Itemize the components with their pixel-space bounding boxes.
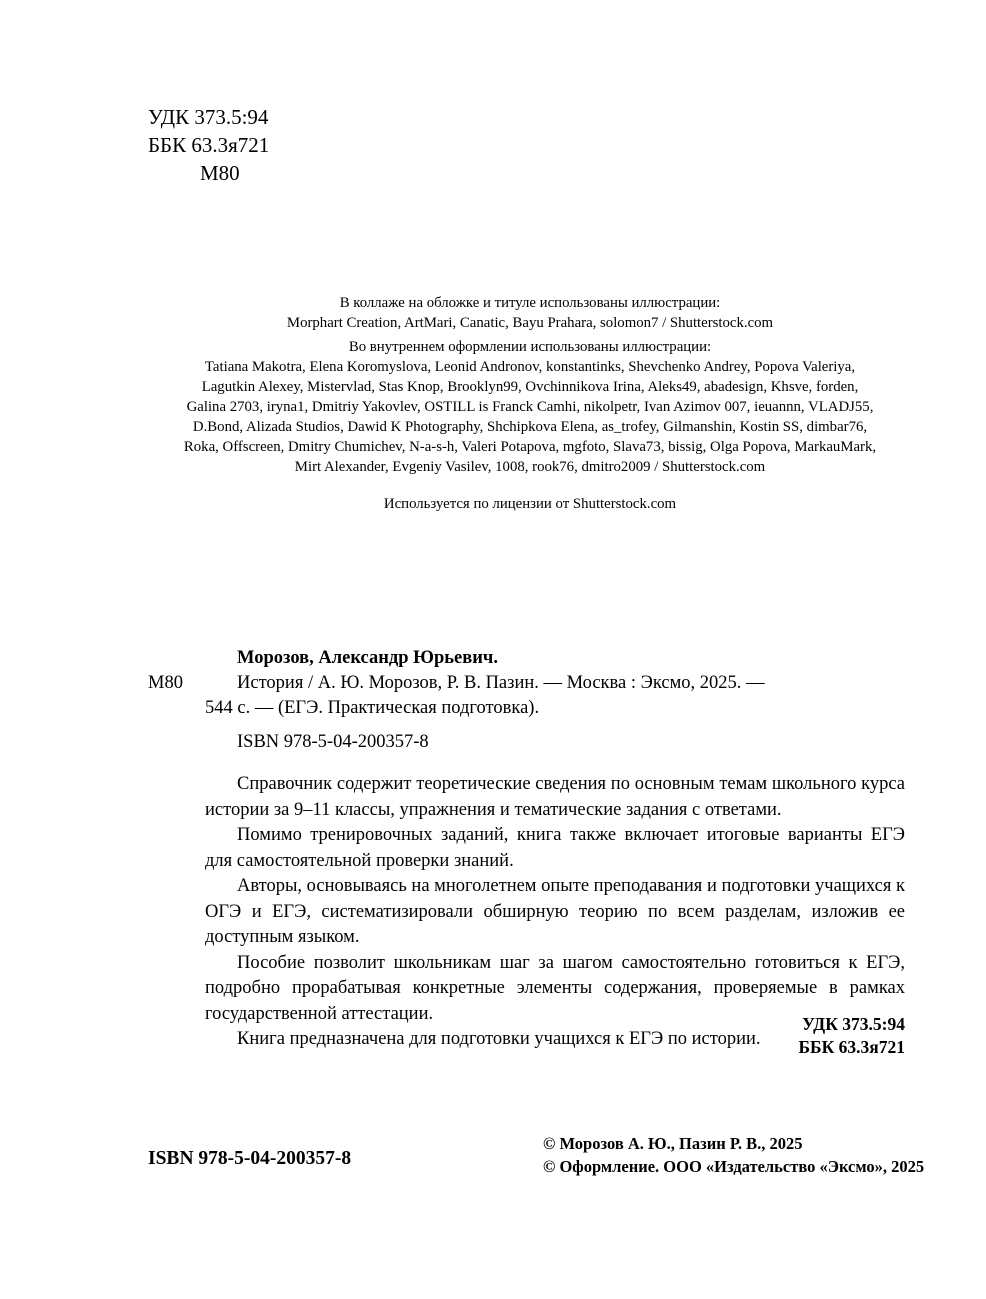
udk-code: УДК 373.5:94 <box>148 105 269 129</box>
footer-isbn: ISBN 978-5-04-200357-8 <box>148 1148 352 1169</box>
annotation-paragraph: Пособие позволит школьникам шаг за шагом самостоятельно готовиться к ЕГЭ, подробно прорабатывая конкретные элементы содержания, проверяемые в рамках государственной аттестации. <box>205 952 905 1024</box>
catalog-entry-line2: 544 с. — (ЕГЭ. Практическая подготовка). <box>205 698 540 718</box>
interior-credits-line: Mirt Alexander, Evgeniy Vasilev, 1008, rook76, dmitro2009 / Shutterstock.com <box>294 459 766 475</box>
catalog-entry <box>148 646 905 755</box>
license-line: Используется по лицензии от Shutterstock.com <box>383 496 677 512</box>
top-bibliographic-codes <box>148 103 269 187</box>
annotation-paragraph: Авторы, основываясь на многолетнем опыте преподавания и подготовки учащихся к ОГЭ и ЕГЭ, систематизировали обширную теорию по всем разделам, изложив ее доступным языком. <box>205 876 905 947</box>
catalog-m-code: М80 <box>148 673 183 693</box>
interior-credits-line: Galina 2703, iryna1, Dmitriy Yakovlev, OSTILL is Franck Camhi, nikolpetr, Ivan Azimov 007, ieuannn, VLADJ55, <box>186 399 874 415</box>
cover-credits-heading: В коллаже на обложке и титуле использованы иллюстрации: <box>339 295 721 311</box>
interior-credits-line: Lagutkin Alexey, Mistervlad, Stas Knop, Brooklyn99, Ovchinnikova Irina, Aleks49, abadesign, Khsve, forden, <box>201 379 859 395</box>
cover-credits-line: Morphart Creation, ArtMari, Canatic, Bayu Prahara, solomon7 / Shutterstock.com <box>286 315 774 331</box>
interior-credits-line: Tatiana Makotra, Elena Koromyslova, Leonid Andronov, konstantinks, Shevchenko Andrey, Popova Valeriya, <box>204 359 856 375</box>
copyright-publisher: © Оформление. ООО «Издательство «Эксмо», 2025 <box>543 1157 925 1176</box>
annotation-paragraph: Справочник содержит теоретические сведения по основным темам школьного курса истории за 9–11 классы, упражнения и тематические задания с ответами. <box>205 774 905 820</box>
bbk-code: ББК 63.3я721 <box>148 133 270 157</box>
interior-credits-block <box>110 337 950 477</box>
catalog-entry-line1: История / А. Ю. Морозов, Р. В. Пазин. — Москва : Эксмо, 2025. — <box>237 673 765 693</box>
bbk-code-bottom: ББК 63.3я721 <box>798 1037 905 1057</box>
catalog-author: Морозов, Александр Юрьевич. <box>237 648 498 668</box>
illustration-credits <box>110 293 950 514</box>
interior-credits-line: Roka, Offscreen, Dmitry Chumichev, N-a-s-h, Valeri Potapova, mgfoto, Slava73, bissig, Olga Popova, MarkauMark, <box>183 439 877 455</box>
interior-credits-heading: Во внутреннем оформлении использованы иллюстрации: <box>348 339 712 355</box>
annotation-paragraph: Книга предназначена для подготовки учащихся к ЕГЭ по истории. <box>237 1029 761 1049</box>
bottom-bibliographic-codes <box>798 1013 905 1059</box>
udk-code-bottom: УДК 373.5:94 <box>802 1014 905 1034</box>
author-sign-code: М80 <box>200 161 240 185</box>
catalog-entry-line1-wrap <box>148 671 905 696</box>
catalog-isbn: ISBN 978-5-04-200357-8 <box>237 732 429 752</box>
cover-credits-block <box>110 293 950 333</box>
copyright-block <box>543 1132 924 1178</box>
annotation-paragraph: Помимо тренировочных заданий, книга также включает итоговые варианты ЕГЭ для самостоятельной проверки знаний. <box>205 825 905 871</box>
annotation <box>205 772 905 1053</box>
copyright-authors: © Морозов А. Ю., Пазин Р. В., 2025 <box>543 1134 803 1153</box>
interior-credits-line: D.Bond, Alizada Studios, Dawid K Photography, Shchipkova Elena, as_trofey, Gilmanshin, Kostin SS, dimbar76, <box>192 419 868 435</box>
